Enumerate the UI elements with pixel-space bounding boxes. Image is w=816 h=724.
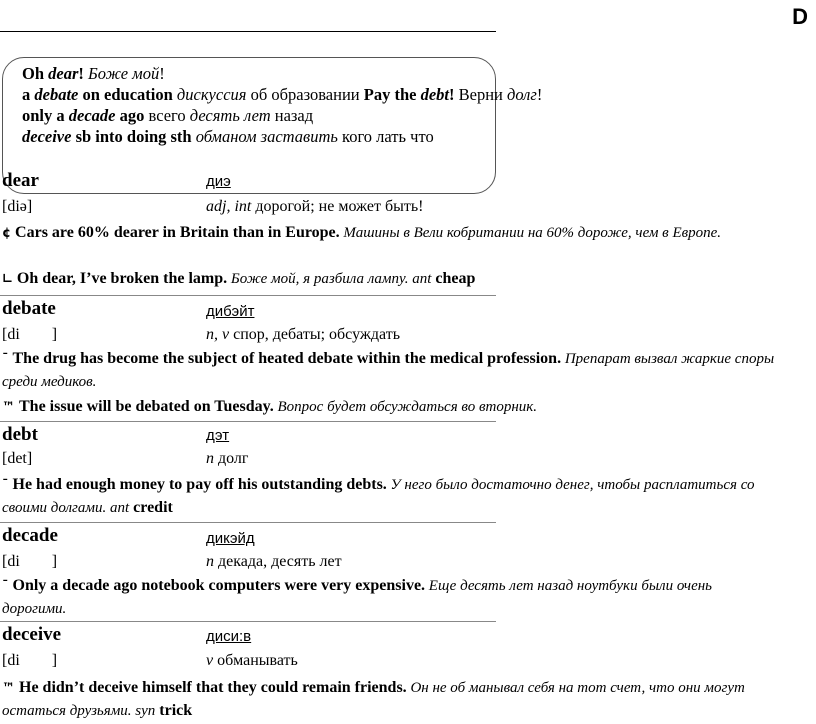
part-of-speech-meaning: n, v спор, дебаты; обсуждать bbox=[206, 326, 401, 343]
example: ∟ Oh dear, I’ve broken the lamp. Боже мой, я разбила лампу. ant cheap bbox=[2, 270, 476, 287]
phrase-line: Oh dear! Боже мой! bbox=[22, 64, 165, 83]
transcription: [diə] bbox=[2, 198, 33, 215]
transcription: [det] bbox=[2, 450, 33, 467]
phrase-line: deceive sb into doing sth обманом заставить кого лать что bbox=[22, 127, 434, 146]
entry-separator bbox=[0, 621, 496, 622]
headword: decade bbox=[2, 525, 58, 546]
russian-pronunciation: дибэйт bbox=[206, 303, 255, 320]
example: ˉ He had enough money to pay off his outstanding debts. У него было достаточно денег, чтобы расплатиться со своими долгами. ant credit bbox=[2, 476, 755, 516]
headword: dear bbox=[2, 170, 39, 191]
example: ˉ The drug has become the subject of heated debate within the medical profession. Препарат вызвал жаркие споры среди медиков. bbox=[2, 350, 775, 390]
phrase-line: only a decade ago всего десять лет назад bbox=[22, 106, 314, 125]
part-of-speech-meaning: n долг bbox=[206, 450, 249, 467]
headword: debate bbox=[2, 298, 56, 319]
part-of-speech-meaning: n декада, десять лет bbox=[206, 553, 342, 570]
part-of-speech-meaning: adj, int дорогой; не может быть! bbox=[206, 198, 424, 215]
example: ™ He didn’t deceive himself that they could remain friends. Он не об манывал себя на тот счет, что они могут остаться друзьями. syn trick bbox=[2, 679, 745, 719]
transcription: [di ] bbox=[2, 326, 58, 343]
transcription: [di ] bbox=[2, 553, 58, 570]
phrase-line: a debate on education дискуссия об образовании Pay the debt! Верни долг! bbox=[22, 85, 543, 104]
part-of-speech-meaning: v обманывать bbox=[206, 652, 298, 669]
entry-separator bbox=[0, 421, 496, 422]
example: ™ The issue will be debated on Tuesday. Вопрос будет обсуждаться во вторник. bbox=[2, 398, 538, 415]
transcription: [di ] bbox=[2, 652, 58, 669]
entry-separator bbox=[0, 522, 496, 523]
example: ˉ Only a decade ago notebook computers were very expensive. Еще десять лет назад ноутбуки были очень дорогими. bbox=[2, 577, 713, 617]
russian-pronunciation: дикэйд bbox=[206, 530, 255, 547]
russian-pronunciation: дэт bbox=[206, 427, 230, 444]
entry-separator bbox=[0, 295, 496, 296]
top-rule bbox=[0, 31, 496, 32]
example: ¢ Cars are 60% dearer in Britain than in Europe. Машины в Вели кобритании на 60% дороже, чем в Европе. bbox=[2, 224, 722, 241]
russian-pronunciation: диэ bbox=[206, 173, 231, 190]
russian-pronunciation: диси:в bbox=[206, 628, 252, 645]
page-letter: D bbox=[792, 4, 808, 29]
headword: deceive bbox=[2, 624, 62, 645]
headword: debt bbox=[2, 424, 38, 445]
